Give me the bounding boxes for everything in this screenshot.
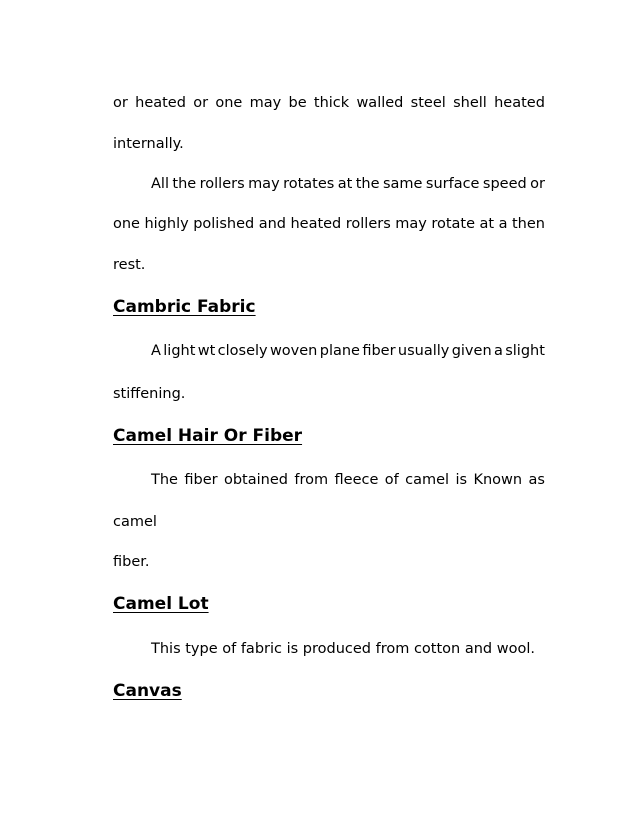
paragraph-line	[151, 175, 545, 193]
word: may	[395, 216, 427, 232]
word: given	[451, 343, 492, 359]
paragraph-line: internally.	[113, 136, 184, 152]
word: obtained	[223, 472, 288, 488]
word: woven	[269, 343, 318, 359]
word: the	[172, 176, 197, 192]
word: same	[382, 176, 423, 192]
word: the	[355, 176, 380, 192]
word: plane	[319, 343, 360, 359]
word: from	[294, 472, 329, 488]
word: highly	[144, 216, 189, 232]
word: polished	[193, 216, 255, 232]
word: fiber	[362, 343, 396, 359]
paragraph-line: rest.	[113, 257, 146, 273]
word: thick	[313, 95, 350, 111]
word: one	[113, 216, 140, 232]
paragraph-line	[151, 342, 545, 360]
section-heading-camel-lot: Camel Lot	[113, 594, 209, 614]
word: heated	[135, 95, 186, 111]
word: a	[493, 343, 503, 359]
word: may	[249, 95, 282, 111]
word: wt	[197, 343, 216, 359]
word: A	[151, 343, 161, 359]
word: usually	[397, 343, 450, 359]
paragraph-line	[151, 471, 545, 489]
word: one	[215, 95, 243, 111]
word: camel	[405, 472, 450, 488]
paragraph-line: This type of fabric is produced from cotton and wool.	[151, 641, 535, 657]
section-heading-cambric-fabric: Cambric Fabric	[113, 297, 256, 317]
word: The	[151, 472, 178, 488]
paragraph-line: fiber.	[113, 554, 150, 570]
word: be	[288, 95, 307, 111]
word: Known	[473, 472, 523, 488]
word: at	[337, 176, 353, 192]
section-heading-canvas: Canvas	[113, 681, 182, 701]
word: closely	[217, 343, 268, 359]
word: slight	[505, 343, 545, 359]
word: steel	[410, 95, 446, 111]
word: All	[151, 176, 169, 192]
paragraph-line: stiffening.	[113, 386, 186, 402]
word: or	[530, 176, 545, 192]
word: of	[384, 472, 399, 488]
word: heated	[494, 95, 545, 111]
word: fiber	[184, 472, 218, 488]
paragraph-line	[113, 215, 545, 233]
word: light	[163, 343, 196, 359]
section-heading-camel-hair: Camel Hair Or Fiber	[113, 426, 303, 446]
word: rotates	[283, 176, 335, 192]
word: and	[258, 216, 286, 232]
paragraph-line	[113, 94, 545, 112]
word: is	[455, 472, 468, 488]
word: or	[113, 95, 128, 111]
word: as	[528, 472, 545, 488]
paragraph-line: camel	[113, 514, 157, 530]
word: shell	[453, 95, 487, 111]
word: may	[248, 176, 280, 192]
word: heated	[290, 216, 342, 232]
word: walled	[356, 95, 404, 111]
word: speed	[482, 176, 527, 192]
word: fleece	[334, 472, 379, 488]
word: at	[479, 216, 495, 232]
word: then	[511, 216, 545, 232]
word: surface	[425, 176, 480, 192]
word: a	[498, 216, 508, 232]
word: rollers	[199, 176, 245, 192]
word: rollers	[345, 216, 391, 232]
word: rotate	[431, 216, 476, 232]
word: or	[193, 95, 209, 111]
